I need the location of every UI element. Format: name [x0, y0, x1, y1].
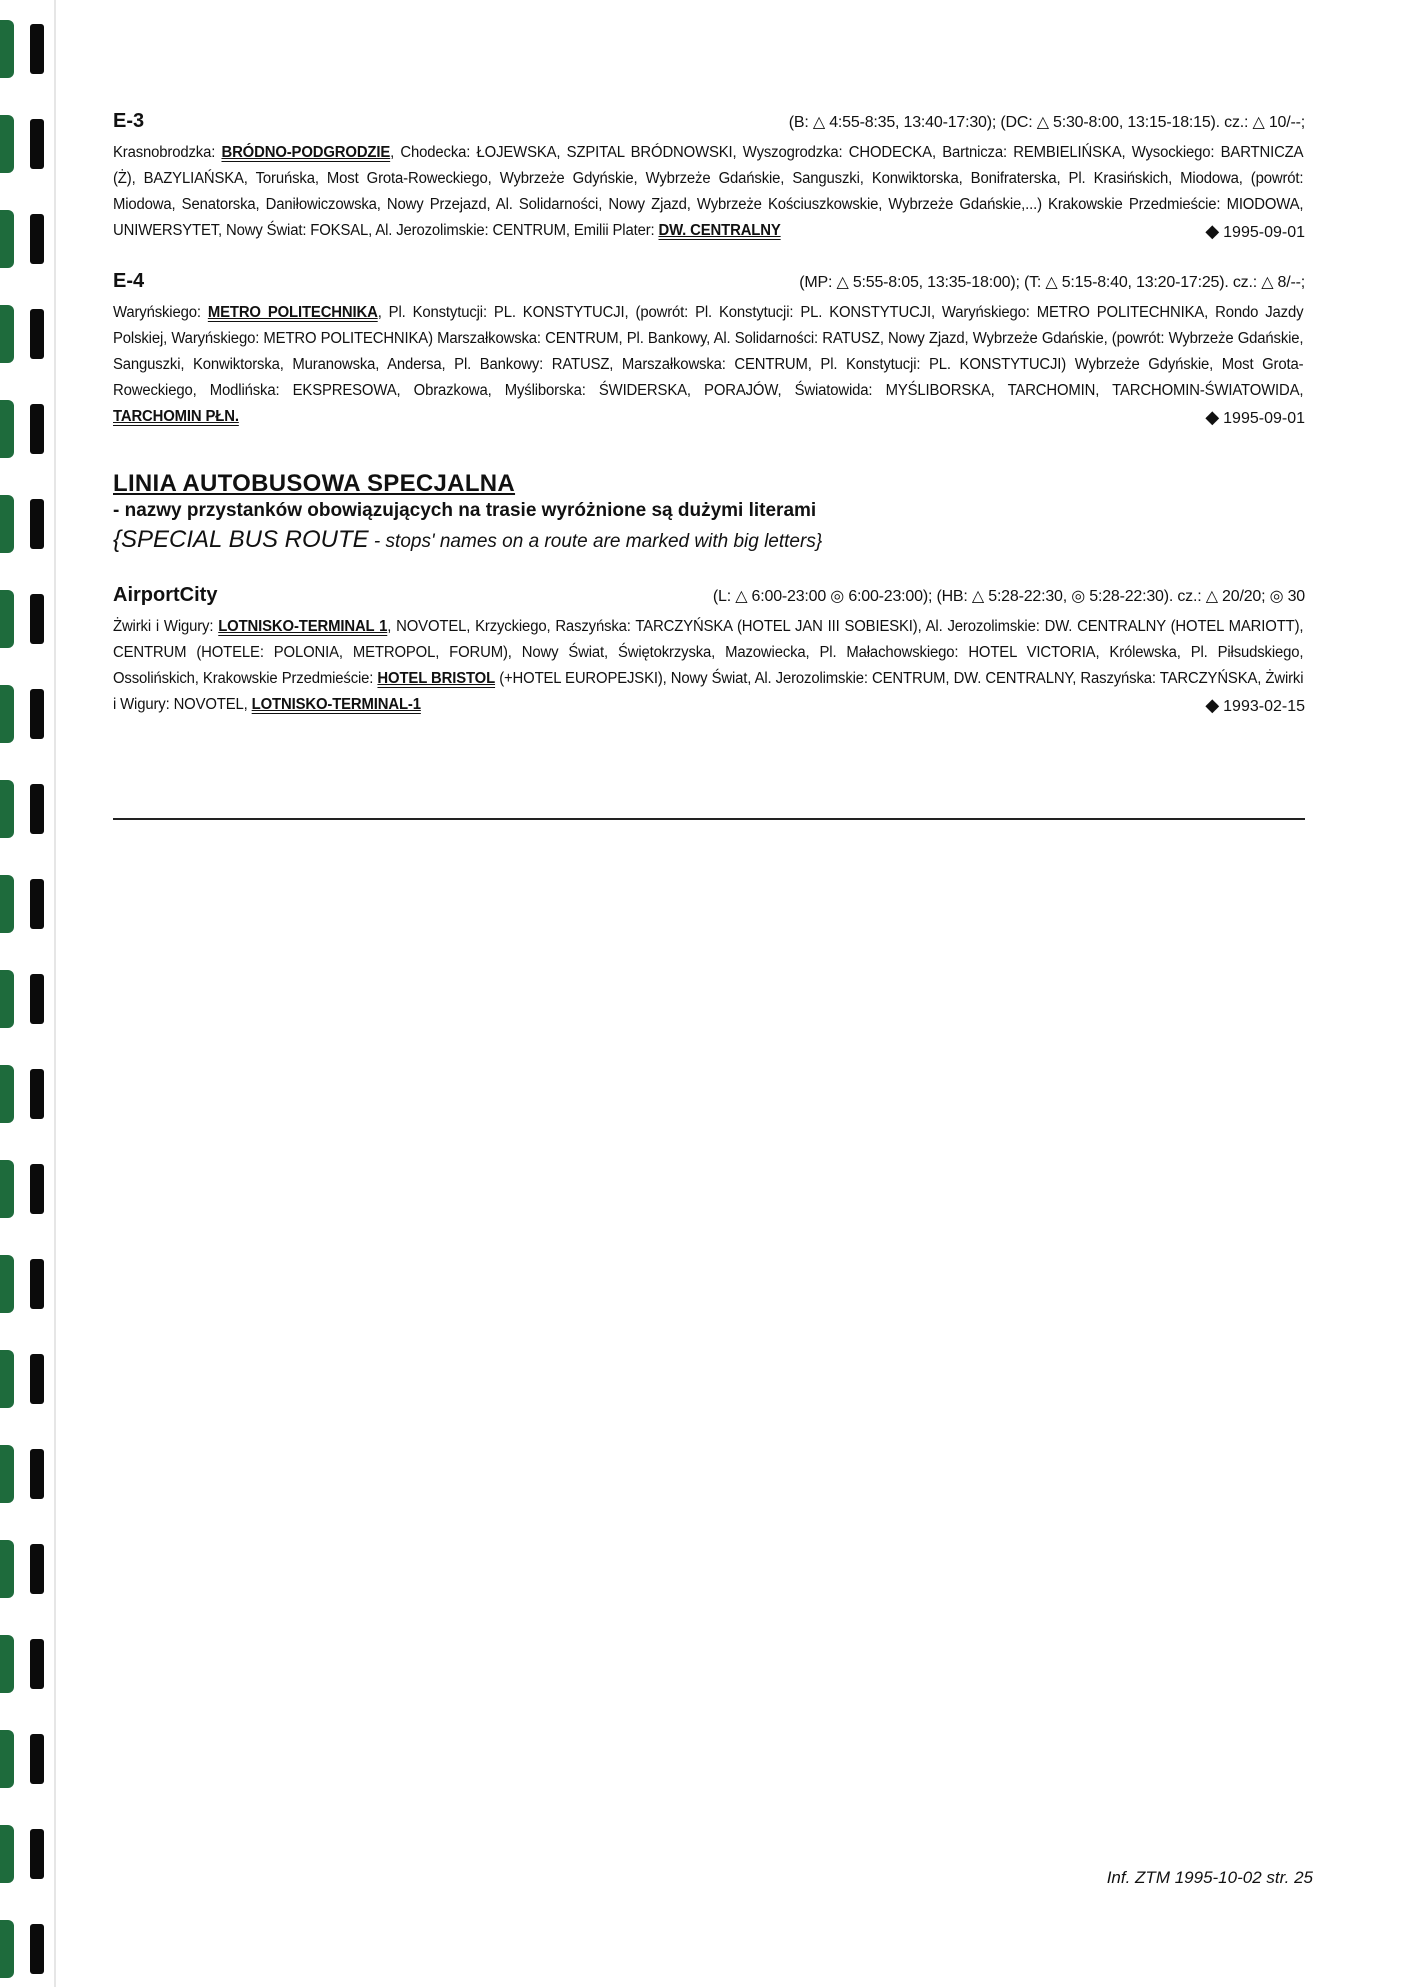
route-entry-e3 — [113, 110, 1305, 244]
binding-ring — [0, 1730, 48, 1788]
section-divider — [113, 818, 1305, 820]
binding-ring — [0, 1255, 48, 1313]
binding-ring — [0, 590, 48, 648]
route-code: E-4 — [113, 270, 145, 292]
binding-ring — [0, 495, 48, 553]
terminal-start: BRÓDNO-PODGRODZIE — [221, 144, 391, 161]
diamond-icon: ◆ — [1205, 221, 1220, 241]
route-description: Krasnobrodzka: BRÓDNO-PODGRODZIE, Chodecka: ŁOJEWSKA, SZPITAL BRÓDNOWSKI, Wyszogrodzka: CHODECKA, Bartnicza: REMBIELIŃSKA, Wysockiego: BARTNICZA (Ż), BAZYLIAŃSKA, Toruńska, Most Grota-Roweckiego, Wybrzeże Gdyńskie, Wybrzeże Gdańskie, Sanguszki, Konwiktorska, Bonifraterska, Pl. Krasińskich, Miodowa, (powrót: Miodowa, Senatorska, Daniłowiczowska, Nowy Przejazd, Al. Solidarności, Nowy Zjazd, Wybrzeże Kościuszkowskie, Wybrzeże Gdańskie,...) Krakowskie Przedmieście: MIODOWA, UNIWERSYTET, Nowy Świat: FOKSAL, Al. Jerozolimskie: CENTRUM, Emilii Plater: DW. CENTRALNY — [113, 144, 1304, 239]
effective-date: ◆ 1995-09-01 — [1205, 221, 1305, 241]
route-entry-airportcity — [113, 584, 1305, 718]
terminal-end: DW. CENTRALNY — [658, 222, 781, 239]
section-english: {SPECIAL BUS ROUTE - stops' names on a route are marked with big letters} — [113, 526, 823, 553]
binding-ring — [0, 685, 48, 743]
binding-ring — [0, 780, 48, 838]
binding-ring — [0, 20, 48, 78]
binding-ring — [0, 305, 48, 363]
route-description: Waryńskiego: METRO POLITECHNIKA, Pl. Konstytucji: PL. KONSTYTUCJI, (powrót: Pl. Konstytucji: PL. KONSTYTUCJI, Waryńskiego: METRO POLITECHNIKA, Rondo Jazdy Polskiej, Waryńskiego: METRO POLITECHNIKA) Marszałkowska: CENTRUM, Pl. Bankowy, Al. Solidarności: RATUSZ, Nowy Zjazd, Wybrzeże Gdańskie, (powrót: Wybrzeże Gdańskie, Sanguszki, Konwiktorska, Muranowska, Andersa, Pl. Bankowy: RATUSZ, Marszałkowska: CENTRUM, Pl. Konstytucji: PL. KONSTYTUCJI) Wybrzeże Gdyńskie, Most Grota-Roweckiego, Modlińska: EKSPRESOWA, Obrazkowa, Myśliborska: ŚWIDERSKA, PORAJÓW, Światowida: MYŚLIBORSKA, TARCHOMIN, TARCHOMIN-ŚWIATOWIDA, TARCHOMIN PŁN. — [113, 304, 1304, 425]
page-footer: Inf. ZTM 1995-10-02 str. 25 — [1106, 1868, 1313, 1887]
special-route-section — [113, 470, 1305, 554]
binding-ring — [0, 115, 48, 173]
route-schedule: (L: △ 6:00-23:00 ◎ 6:00-23:00); (HB: △ 5:28-22:30, ◎ 5:28-22:30). cz.: △ 20/20; ◎ 30 — [712, 588, 1305, 605]
binding-ring — [0, 1445, 48, 1503]
binding-ring — [0, 1540, 48, 1598]
binding-ring — [0, 1920, 48, 1978]
route-code: AirportCity — [113, 584, 218, 606]
spiral-binding — [0, 0, 60, 1987]
route-description: Żwirki i Wigury: LOTNISKO-TERMINAL 1, NOVOTEL, Krzyckiego, Raszyńska: TARCZYŃSKA (HOTEL JAN III SOBIESKI), Al. Jerozolimskie: DW. CENTRALNY (HOTEL MARIOTT), CENTRUM (HOTELE: POLONIA, METROPOL, FORUM), Nowy Świat, Świętokrzyska, Mazowiecka, Pl. Małachowskiego: HOTEL VICTORIA, Królewska, Pl. Piłsudskiego, Ossolińskich, Krakowskie Przedmieście: HOTEL BRISTOL (+HOTEL EUROPEJSKI), Nowy Świat, Al. Jerozolimskie: CENTRUM, DW. CENTRALNY, Raszyńska: TARCZYŃSKA, Żwirki i Wigury: NOVOTEL, LOTNISKO-TERMINAL-1 — [113, 618, 1304, 713]
binding-ring — [0, 1635, 48, 1693]
binding-ring — [0, 1825, 48, 1883]
binding-ring — [0, 875, 48, 933]
timetable-content — [113, 110, 1305, 744]
terminal-end: LOTNISKO-TERMINAL-1 — [251, 696, 421, 713]
binding-ring — [0, 400, 48, 458]
terminal-start: LOTNISKO-TERMINAL 1 — [218, 618, 388, 635]
diamond-icon: ◆ — [1205, 407, 1220, 427]
terminal-start: METRO POLITECHNIKA — [207, 304, 378, 321]
route-schedule: (MP: △ 5:55-8:05, 13:35-18:00); (T: △ 5:15-8:40, 13:20-17:25). cz.: △ 8/--; — [799, 274, 1305, 291]
binding-ring — [0, 970, 48, 1028]
section-title: LINIA AUTOBUSOWA SPECJALNA — [113, 470, 516, 497]
effective-date: ◆ 1995-09-01 — [1205, 407, 1305, 427]
binding-ring — [0, 1160, 48, 1218]
terminal-mid: HOTEL BRISTOL — [377, 670, 496, 687]
diamond-icon: ◆ — [1205, 695, 1220, 715]
binding-ring — [0, 210, 48, 268]
binding-ring — [0, 1065, 48, 1123]
binding-ring — [0, 1350, 48, 1408]
terminal-end: TARCHOMIN PŁN. — [113, 408, 239, 425]
route-entry-e4 — [113, 270, 1305, 430]
route-code: E-3 — [113, 110, 145, 132]
route-schedule: (B: △ 4:55-8:35, 13:40-17:30); (DC: △ 5:30-8:00, 13:15-18:15). cz.: △ 10/--; — [788, 114, 1305, 131]
effective-date: ◆ 1993-02-15 — [1205, 695, 1305, 715]
page-edge — [54, 0, 56, 1987]
section-subtitle: - nazwy przystanków obowiązujących na trasie wyróżnione są dużymi literami — [113, 500, 817, 521]
